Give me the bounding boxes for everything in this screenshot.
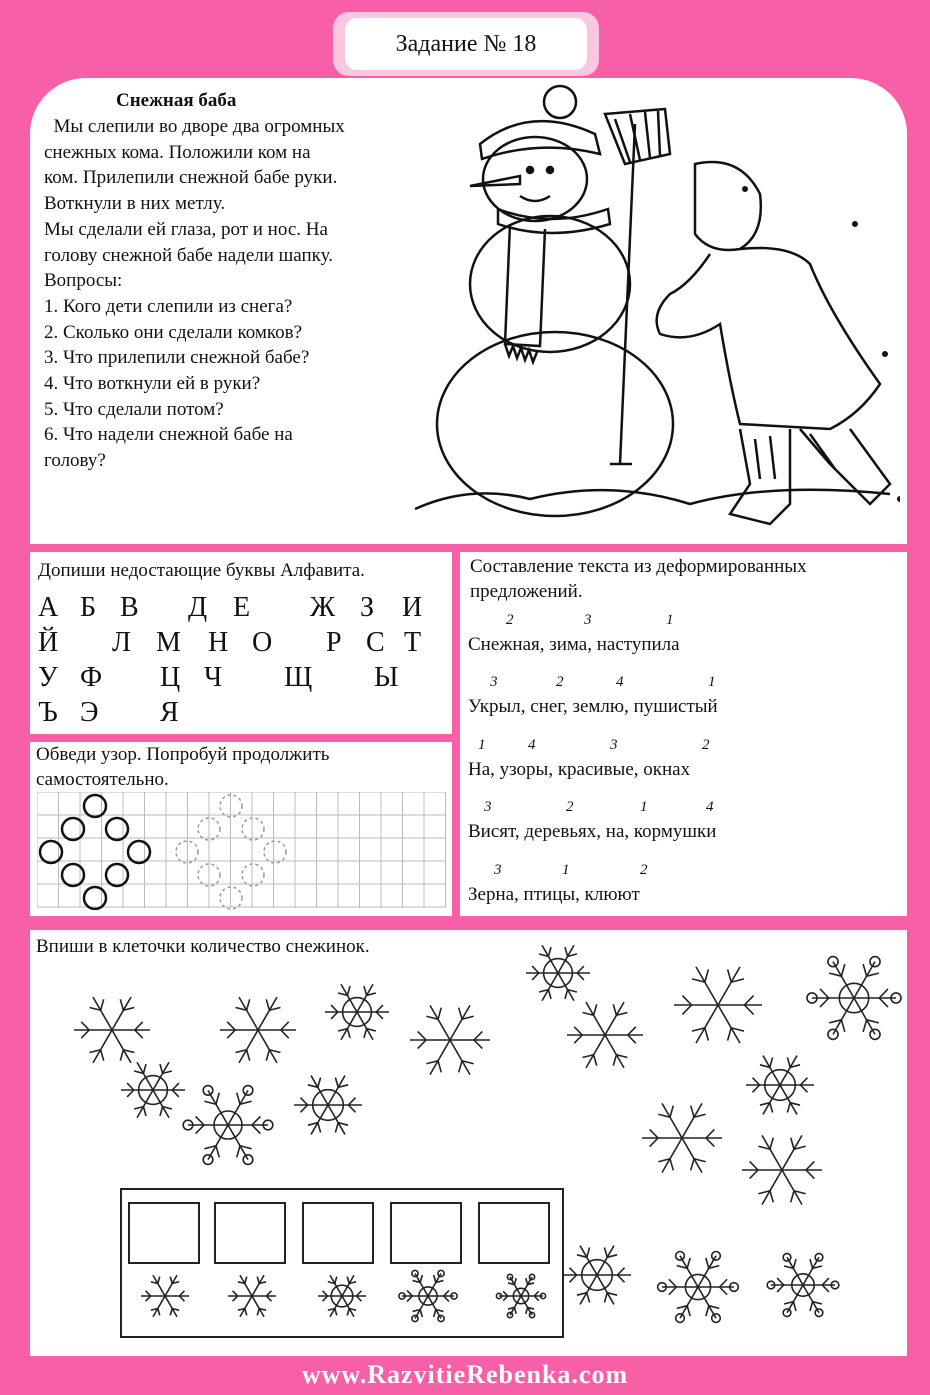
answer-box[interactable] (128, 1202, 200, 1264)
snowflake-icon (410, 1005, 490, 1074)
story-line: Вопросы: (44, 270, 123, 292)
word-order-numbers (468, 799, 716, 821)
sentences-heading-line: предложений. (470, 581, 583, 602)
letter: У (38, 662, 58, 693)
snowflake-icon (183, 1086, 273, 1165)
snowman-illustration (410, 84, 900, 539)
pattern-heading-line: самостоятельно. (36, 769, 169, 790)
letter: Р (326, 627, 342, 658)
dashed-circle (242, 818, 264, 840)
snowflake-icon (563, 1246, 631, 1305)
pattern-panel (30, 742, 452, 916)
order-number: 3 (484, 799, 492, 815)
letter: Ч (204, 662, 223, 693)
letter: М (156, 627, 181, 658)
order-number: 4 (528, 737, 536, 753)
order-number: 1 (666, 612, 674, 628)
pattern-heading (36, 742, 329, 792)
question-5: 5. Что сделали потом? (44, 398, 224, 420)
story-line: снежных кома. Положили ком на (44, 141, 311, 163)
letter: Д (188, 592, 208, 623)
counting-heading: Впиши в клеточки количество снежинок. (36, 936, 370, 957)
sentence-item (468, 862, 648, 906)
snowflake-icon (567, 1002, 643, 1068)
answer-boxes-frame (120, 1188, 564, 1338)
letter: Т (404, 627, 422, 658)
snowflake-icon (807, 957, 901, 1040)
answer-box[interactable] (214, 1202, 286, 1264)
trace-circle (128, 841, 150, 863)
letter: Ъ (38, 697, 58, 728)
letter: И (402, 592, 423, 623)
snowflake-icon (746, 1056, 814, 1115)
word-order-numbers (468, 612, 680, 634)
letter: Е (233, 592, 251, 623)
order-number: 2 (506, 612, 514, 628)
question-4: 4. Что воткнули ей в руки? (44, 373, 261, 395)
letter: В (120, 592, 139, 623)
sentences-heading (470, 554, 807, 604)
letter: Ц (160, 662, 181, 693)
story-line: Мы слепили во дворе два огромных (44, 116, 345, 137)
trace-circle (106, 864, 128, 886)
question-1: 1. Кого дети слепили из снега? (44, 295, 293, 317)
answer-box[interactable] (478, 1202, 550, 1264)
question-3: 3. Что прилепили снежной бабе? (44, 347, 310, 369)
trace-circle (106, 818, 128, 840)
snowflake-icon (526, 945, 590, 1000)
alphabet-heading: Допиши недостающие буквы Алфавита. (38, 560, 365, 581)
trace-circle (84, 795, 106, 817)
letter: Ж (310, 592, 336, 623)
letter: Й (38, 627, 59, 658)
story-line: ком. Прилепили снежной бабе руки. (44, 167, 338, 189)
word-order-numbers (468, 737, 710, 759)
story-line: Воткнули в них метлу. (44, 193, 226, 215)
sentences-panel (460, 552, 907, 916)
answer-box[interactable] (302, 1202, 374, 1264)
dashed-circle (242, 864, 264, 886)
trace-circle (62, 818, 84, 840)
letter: Ф (80, 662, 103, 693)
order-number: 3 (584, 612, 592, 628)
snowflake-icon (121, 1062, 185, 1117)
snowflake-icon (74, 997, 150, 1063)
order-number: 1 (562, 862, 570, 878)
order-number: 1 (478, 737, 486, 753)
trace-circle (62, 864, 84, 886)
sentence-text: Снежная, зима, наступила (468, 634, 680, 655)
footer-url[interactable]: www.RazvitieRebenka.com (301, 1360, 629, 1389)
pattern-grid-svg (37, 792, 449, 910)
snowflake-icon (767, 1253, 839, 1316)
letter: Н (208, 627, 229, 658)
story-line: голову снежной бабе надели шапку. (44, 244, 333, 266)
letter: Щ (284, 662, 313, 693)
letter: А (38, 592, 59, 623)
story-title: Снежная баба (116, 90, 237, 111)
word-order-numbers (468, 862, 648, 884)
snowflake-icon (674, 967, 762, 1043)
story-line: Мы сделали ей глаза, рот и нос. На (44, 218, 328, 240)
sentence-item (468, 674, 718, 718)
sentences-heading-line: Составление текста из деформированных (470, 556, 807, 577)
counting-panel (30, 930, 907, 1356)
sentence-item (468, 799, 716, 843)
letter: Л (112, 627, 131, 658)
order-number: 3 (490, 674, 498, 690)
sentence-item (468, 737, 710, 781)
pattern-heading-line: Обведи узор. Попробуй продолжить (36, 744, 330, 765)
order-number: 3 (494, 862, 502, 878)
letter: Я (160, 697, 179, 728)
order-number: 2 (556, 674, 564, 690)
snowflake-icon (658, 1252, 739, 1323)
sentence-text: Висят, деревьях, на, кормушки (468, 821, 717, 842)
letter: Б (80, 592, 97, 623)
word-order-numbers (468, 674, 718, 696)
order-number: 2 (702, 737, 710, 753)
snowflake-icon (325, 984, 389, 1039)
sentence-text: Зерна, птицы, клюют (468, 884, 640, 905)
snowflake-icon (220, 997, 296, 1063)
order-number: 1 (708, 674, 716, 690)
story-panel (30, 78, 907, 544)
sentence-item (468, 612, 680, 656)
letter: Ы (374, 662, 399, 693)
sentence-text: Укрыл, снег, землю, пушистый (468, 696, 718, 717)
order-number: 4 (706, 799, 714, 815)
order-number: 3 (610, 737, 618, 753)
alphabet-panel (30, 552, 452, 734)
story-line: голову? (44, 450, 106, 472)
order-number: 2 (566, 799, 574, 815)
order-number: 1 (640, 799, 648, 815)
question-2: 2. Сколько они сделали комков? (44, 321, 303, 343)
answer-box[interactable] (390, 1202, 462, 1264)
snowflake-icon (294, 1076, 362, 1135)
letter: З (360, 592, 375, 623)
order-number: 4 (616, 674, 624, 690)
pattern-grid (37, 792, 449, 910)
order-number: 2 (640, 862, 648, 878)
letter: С (366, 627, 385, 658)
letter: Э (80, 697, 99, 728)
letter: О (252, 627, 273, 658)
trace-circle (84, 887, 106, 909)
story-text (44, 114, 434, 474)
snowflake-icon (642, 1103, 722, 1172)
question-6: 6. Что надели снежной бабе на (44, 424, 293, 446)
snowflake-icon (742, 1135, 822, 1204)
dashed-circle (264, 841, 286, 863)
page-title: Задание № 18 (345, 18, 587, 70)
sentence-text: На, узоры, красивые, окнах (468, 759, 691, 780)
